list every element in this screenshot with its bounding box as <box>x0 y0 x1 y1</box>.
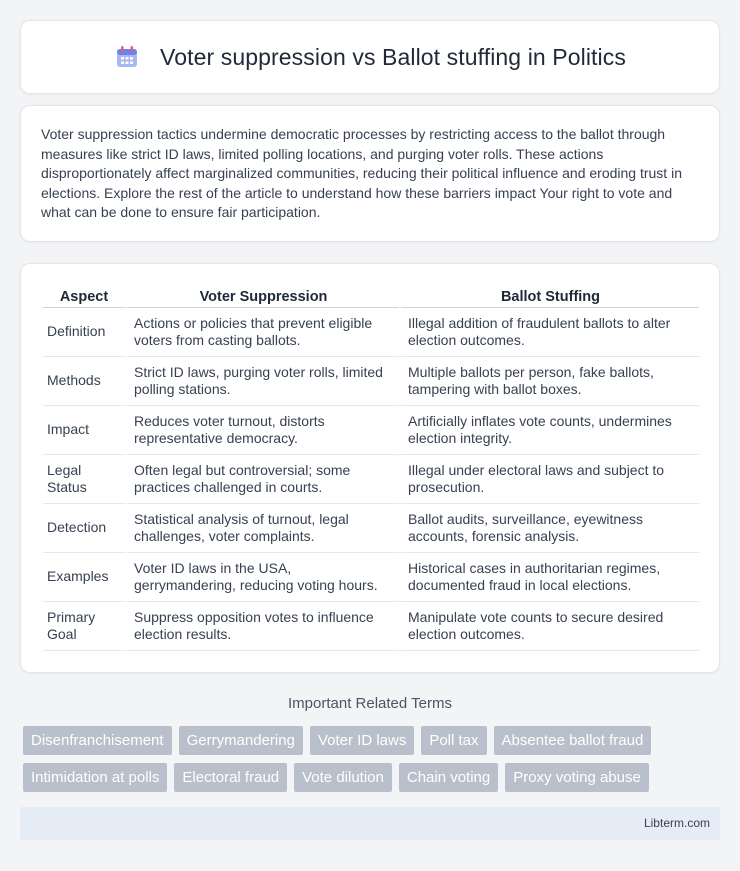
row-voter-suppression: Reduces voter turnout, distorts representative democracy. <box>125 406 399 455</box>
term-tag[interactable]: Absentee ballot fraud <box>494 726 652 755</box>
row-ballot-stuffing: Illegal addition of fraudulent ballots to alter election outcomes. <box>399 308 699 357</box>
table-row <box>43 553 699 602</box>
footer-brand-link[interactable]: Libterm.com <box>643 816 710 830</box>
page-title: Voter suppression vs Ballot stuffing in Politics <box>160 43 626 70</box>
term-tag[interactable]: Proxy voting abuse <box>505 763 649 792</box>
related-terms <box>23 726 723 800</box>
intro-card <box>20 105 720 242</box>
header-aspect: Aspect <box>43 286 125 308</box>
related-terms-row <box>23 763 723 792</box>
row-voter-suppression: Statistical analysis of turnout, legal challenges, voter complaints. <box>125 504 399 553</box>
term-tag[interactable]: Poll tax <box>421 726 486 755</box>
row-aspect: Examples <box>43 553 125 602</box>
term-tag[interactable]: Gerrymandering <box>179 726 303 755</box>
comparison-table <box>43 286 699 651</box>
row-aspect: Primary Goal <box>43 602 125 651</box>
row-ballot-stuffing: Multiple ballots per person, fake ballots, tampering with ballot boxes. <box>399 357 699 406</box>
row-aspect: Impact <box>43 406 125 455</box>
table-row <box>43 602 699 651</box>
header-card <box>20 20 720 94</box>
term-tag[interactable]: Chain voting <box>399 763 498 792</box>
row-voter-suppression: Strict ID laws, purging voter rolls, limited polling stations. <box>125 357 399 406</box>
row-ballot-stuffing: Illegal under electoral laws and subject to prosecution. <box>399 455 699 504</box>
row-aspect: Methods <box>43 357 125 406</box>
header-voter-suppression: Voter Suppression <box>125 286 399 308</box>
table-row <box>43 504 699 553</box>
row-ballot-stuffing: Historical cases in authoritarian regimes, documented fraud in local elections. <box>399 553 699 602</box>
comparison-table-card <box>20 263 720 673</box>
table-row <box>43 455 699 504</box>
row-aspect: Legal Status <box>43 455 125 504</box>
row-voter-suppression: Often legal but controversial; some practices challenged in courts. <box>125 455 399 504</box>
row-ballot-stuffing: Manipulate vote counts to secure desired election outcomes. <box>399 602 699 651</box>
term-tag[interactable]: Disenfranchisement <box>23 726 172 755</box>
row-ballot-stuffing: Artificially inflates vote counts, undermines election integrity. <box>399 406 699 455</box>
row-ballot-stuffing: Ballot audits, surveillance, eyewitness accounts, forensic analysis. <box>399 504 699 553</box>
related-terms-title: Important Related Terms <box>288 695 452 712</box>
term-tag[interactable]: Voter ID laws <box>310 726 414 755</box>
term-tag[interactable]: Electoral fraud <box>174 763 287 792</box>
row-voter-suppression: Voter ID laws in the USA, gerrymandering, reducing voting hours. <box>125 553 399 602</box>
related-terms-row <box>23 726 723 755</box>
row-voter-suppression: Actions or policies that prevent eligible voters from casting ballots. <box>125 308 399 357</box>
term-tag[interactable]: Intimidation at polls <box>23 763 167 792</box>
row-aspect: Definition <box>43 308 125 357</box>
calendar-icon <box>114 44 140 70</box>
row-aspect: Detection <box>43 504 125 553</box>
table-row <box>43 406 699 455</box>
table-header-row <box>43 286 699 308</box>
row-voter-suppression: Suppress opposition votes to influence election results. <box>125 602 399 651</box>
header-ballot-stuffing: Ballot Stuffing <box>399 286 699 308</box>
intro-text: Voter suppression tactics undermine democratic processes by restricting access to the ballot through measures like strict ID laws, limited polling locations, and purging voter rolls. These actions disproportionately affect marginalized communities, reducing their political influence and eroding trust in elections. Explore the rest of the article to understand how these barriers impact Your right to vote and what can be done to ensure fair participation. <box>41 126 682 221</box>
table-row <box>43 308 699 357</box>
footer <box>20 807 720 840</box>
term-tag[interactable]: Vote dilution <box>294 763 392 792</box>
table-row <box>43 357 699 406</box>
